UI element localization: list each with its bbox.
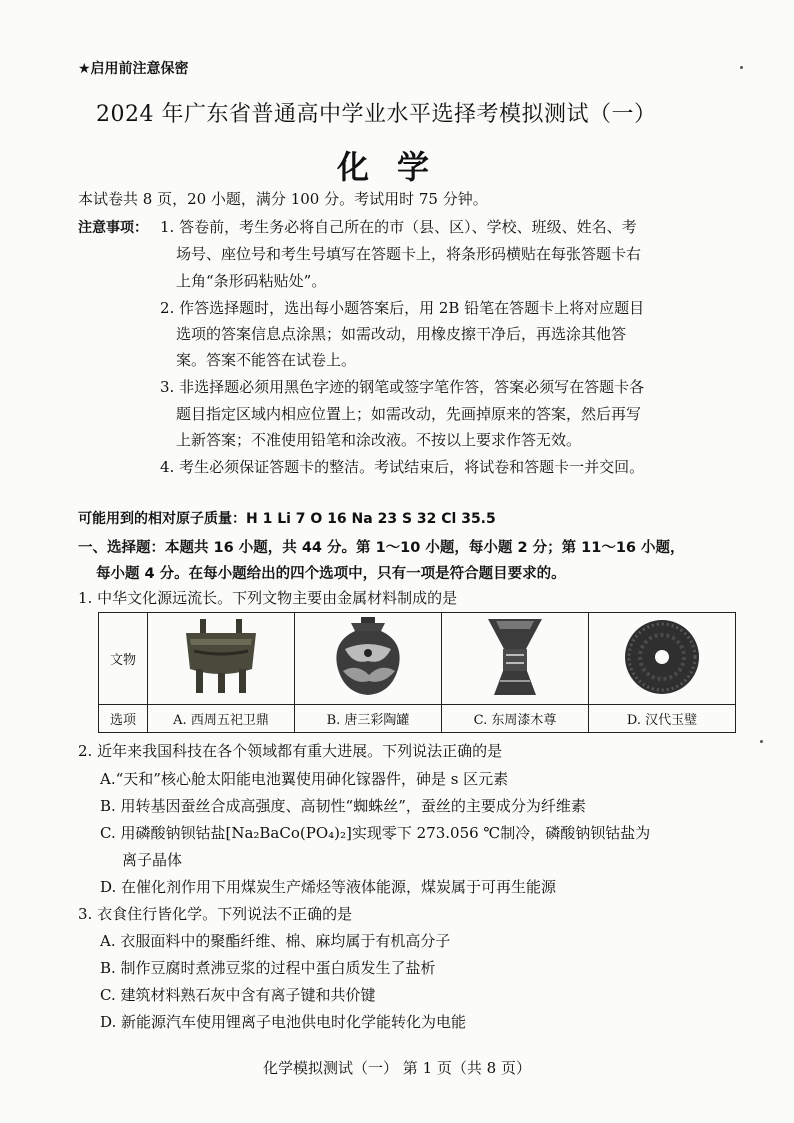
note-line: 2. 作答选择题时，选出每小题答案后，用 2B 铅笔在答题卡上将对应题目 bbox=[160, 299, 645, 317]
jade-bi-image bbox=[617, 615, 707, 699]
artifact-cell-d bbox=[589, 613, 736, 705]
note-line: 选项的答案信息点涂黑；如需改动，用橡皮擦干净后，再选涂其他答 bbox=[176, 325, 627, 343]
q3-option-c: C. 建筑材料熟石灰中含有离子键和共价键 bbox=[100, 986, 376, 1004]
artifact-table bbox=[98, 612, 736, 733]
q3-option-d: D. 新能源汽车使用锂离子电池供电时化学能转化为电能 bbox=[100, 1013, 467, 1031]
table-row-head-option: 选项 bbox=[99, 705, 148, 733]
q3-option-a: A. 衣服面料中的聚酯纤维、棉、麻均属于有机高分子 bbox=[100, 932, 451, 950]
artifact-cell-b bbox=[295, 613, 442, 705]
scan-speck bbox=[760, 740, 763, 743]
note-line: 上新答案；不准使用铅笔和涂改液。不按以上要求作答无效。 bbox=[176, 431, 582, 449]
confidential-notice: ★启用前注意保密 bbox=[78, 61, 189, 77]
section-heading: 一、选择题：本题共 16 小题，共 44 分。第 1～10 小题，每小题 2 分；第 11～16 小题， bbox=[78, 540, 685, 556]
note-line: 上角“条形码粘贴处”。 bbox=[176, 272, 327, 290]
q2-option-a: A.“天和”核心舱太阳能电池翼使用砷化镓器件，砷是 s 区元素 bbox=[100, 770, 509, 788]
subject-title: 化学 bbox=[336, 148, 457, 186]
exam-title: 2024 年广东省普通高中学业水平选择考模拟测试（一） bbox=[96, 102, 657, 127]
q2-stem: 2. 近年来我国科技在各个领域都有重大进展。下列说法正确的是 bbox=[78, 742, 503, 760]
note-line: 3. 非选择题必须用黑色字迹的钢笔或签字笔作答，答案必须写在答题卡各 bbox=[160, 378, 645, 396]
note-line: 案。答案不能答在试卷上。 bbox=[176, 351, 357, 369]
q2-option-c: C. 用磷酸钠钡钴盐[Na₂BaCo(PO₄)₂]实现零下 273.056 ℃制冷，磷酸钠钡钴盐为 bbox=[100, 824, 651, 842]
q2-option-d: D. 在催化剂作用下用煤炭生产烯烃等液体能源，煤炭属于可再生能源 bbox=[100, 878, 557, 896]
scan-speck bbox=[740, 66, 743, 69]
q3-stem: 3. 衣食住行皆化学。下列说法不正确的是 bbox=[78, 905, 353, 923]
bronze-ding-image bbox=[176, 617, 266, 697]
notes-label: 注意事项： bbox=[78, 220, 148, 236]
note-line: 4. 考生必须保证答题卡的整洁。考试结束后，将试卷和答题卡一并交回。 bbox=[160, 458, 645, 476]
artifact-cell-a bbox=[148, 613, 295, 705]
note-line: 题目指定区域内相应位置上；如需改动，先画掉原来的答案，然后再写 bbox=[176, 405, 642, 423]
atomic-masses: 可能用到的相对原子质量：H 1 Li 7 O 16 Na 23 S 32 Cl 35.5 bbox=[78, 511, 496, 527]
option-d: D. 汉代玉璧 bbox=[589, 705, 736, 733]
artifact-cell-c bbox=[442, 613, 589, 705]
q1-stem: 1. 中华文化源远流长。下列文物主要由金属材料制成的是 bbox=[78, 589, 458, 607]
q3-option-b: B. 制作豆腐时煮沸豆浆的过程中蛋白质发生了盐析 bbox=[100, 959, 436, 977]
note-line: 1. 答卷前，考生务必将自己所在的市（县、区）、学校、班级、姓名、考 bbox=[160, 218, 637, 236]
option-a: A. 西周五祀卫鼎 bbox=[148, 705, 295, 733]
q2-option-c-cont: 离子晶体 bbox=[122, 851, 183, 869]
option-c: C. 东周漆木尊 bbox=[442, 705, 589, 733]
exam-intro: 本试卷共 8 页，20 小题，满分 100 分。考试用时 75 分钟。 bbox=[78, 190, 488, 208]
q2-option-b: B. 用转基因蚕丝合成高强度、高韧性“蜘蛛丝”，蚕丝的主要成分为纤维素 bbox=[100, 797, 586, 815]
lacquer-zun-image bbox=[470, 615, 560, 699]
page-footer: 化学模拟测试（一） 第 1 页（共 8 页） bbox=[263, 1059, 531, 1077]
table-row-head-artifact: 文物 bbox=[99, 613, 148, 705]
tricolor-jar-image bbox=[323, 615, 413, 699]
option-b: B. 唐三彩陶罐 bbox=[295, 705, 442, 733]
note-line: 场号、座位号和考生号填写在答题卡上，将条形码横贴在每张答题卡右 bbox=[176, 245, 642, 263]
section-heading-cont: 每小题 4 分。在每小题给出的四个选项中，只有一项是符合题目要求的。 bbox=[96, 566, 566, 582]
